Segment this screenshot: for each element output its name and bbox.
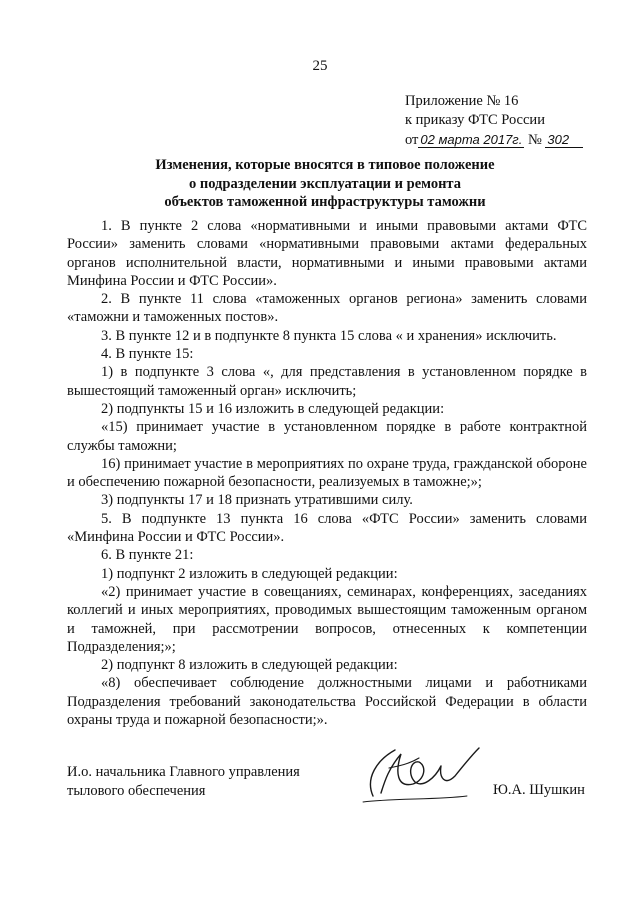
- signatory-position: [67, 763, 327, 801]
- order-number: 302: [545, 132, 583, 148]
- appendix-order-ref: к приказу ФТС России: [405, 112, 545, 128]
- appendix-header: [405, 92, 605, 150]
- paragraph: 6. В пункте 21:: [101, 547, 194, 564]
- document-body: [67, 217, 587, 729]
- page-number: 25: [312, 58, 328, 74]
- paragraph: 1) в подпункте 3 слова «, для представления в установленном порядке в вышестоящий таможенный орган» исключить;: [67, 364, 587, 399]
- paragraph: 1) подпункт 2 изложить в следующей редакции:: [101, 565, 398, 582]
- paragraph: «15) принимает участие в установленном порядке в работе контрактной службы таможни;: [67, 419, 587, 454]
- title-line-1: Изменения, которые вносятся в типовое положение: [155, 157, 495, 173]
- appendix-label: Приложение № 16: [405, 93, 519, 109]
- title-line-3: объектов таможенной инфраструктуры таможни: [164, 194, 486, 210]
- document-title: [90, 156, 560, 212]
- number-prefix: №: [527, 132, 542, 148]
- paragraph: 1. В пункте 2 слова «нормативными и иными правовыми актами ФТС России» заменить словами «нормативными правовыми актами федеральных органов исполнительной власти, нормативными и иными правовыми актами Минфина России и ФТС России».: [67, 218, 587, 289]
- paragraph: 2) подпункты 15 и 16 изложить в следующей редакции:: [101, 400, 445, 417]
- position-line-2: тылового обеспечения: [67, 783, 206, 799]
- position-line-1: И.о. начальника Главного управления: [67, 764, 300, 780]
- order-date: 02 марта 2017г.: [420, 132, 523, 147]
- handwritten-signature: [355, 738, 485, 813]
- paragraph: «2) принимает участие в совещаниях, семинарах, конференциях, заседаниях коллегий и иных мероприятиях, проводимых вышестоящим таможенным органом и таможней, при рассмотрении вопросов, отнесенных к компетенции Подразделения;»;: [67, 583, 587, 655]
- paragraph: 2) подпункт 8 изложить в следующей редакции:: [101, 657, 398, 674]
- appendix-date-line: [405, 130, 605, 150]
- paragraph: «8) обеспечивает соблюдение должностными лицами и работниками Подразделения требований законодательства Российской Федерации в области охраны труда и пожарной безопасности;».: [67, 675, 587, 729]
- title-line-2: о подразделении эксплуатации и ремонта: [189, 175, 461, 192]
- paragraph: 2. В пункте 11 слова «таможенных органов региона» заменить словами «таможни и таможенных постов».: [67, 291, 587, 326]
- paragraph: 3) подпункты 17 и 18 признать утратившими силу.: [101, 492, 413, 509]
- date-prefix: от: [405, 132, 419, 148]
- paragraph: 16) принимает участие в мероприятиях по охране труда, гражданской обороне и обеспечению пожарной безопасности, реализуемых в таможне;»;: [67, 455, 587, 491]
- signatory-name: Ю.А. Шушкин: [493, 782, 585, 798]
- paragraph: 4. В пункте 15:: [101, 346, 194, 363]
- paragraph: 5. В подпункте 13 пункта 16 слова «ФТС России» заменить словами «Минфина России и ФТС России».: [67, 510, 587, 546]
- paragraph: 3. В пункте 12 и в подпункте 8 пункта 15 слова « и хранения» исключить.: [101, 327, 557, 344]
